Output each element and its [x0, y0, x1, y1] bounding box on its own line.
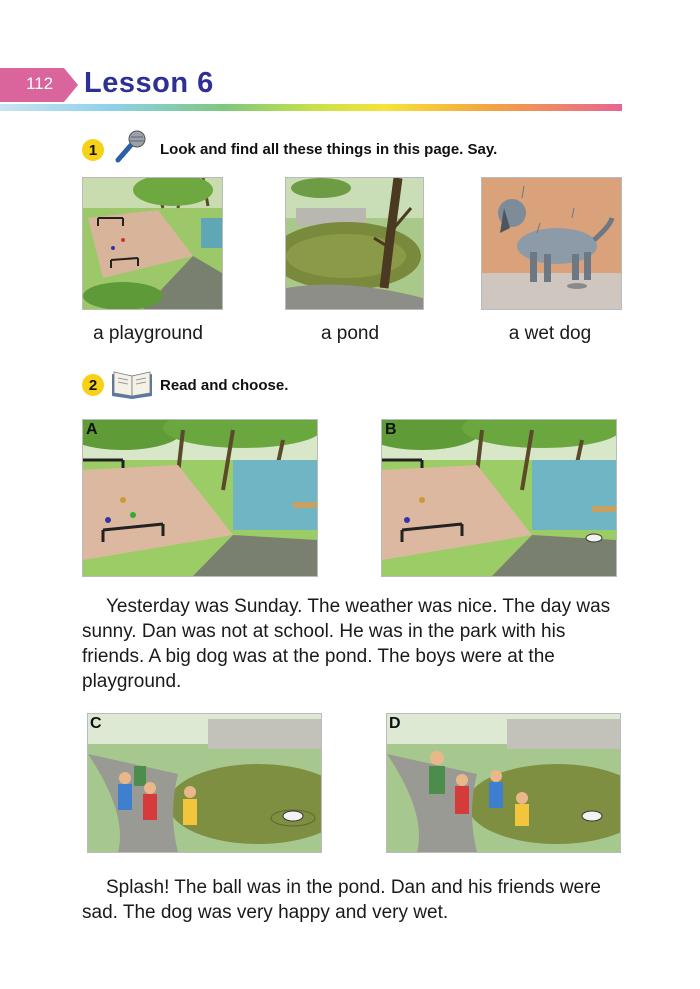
picture-a-letter: A: [86, 421, 98, 438]
wet-dog-picture: [481, 177, 622, 310]
pond-picture: [285, 177, 424, 310]
picture-d: [386, 713, 621, 853]
picture-b-letter: B: [385, 421, 397, 438]
picture-d-letter: D: [389, 715, 401, 732]
exercise-1-number: 1: [82, 139, 104, 161]
rainbow-divider: [0, 104, 622, 111]
microphone-icon: [110, 128, 150, 169]
exercise-2-instruction: Read and choose.: [160, 377, 289, 394]
page-number: 112: [26, 74, 54, 93]
exercise-2-number: 2: [82, 374, 104, 396]
book-icon: [110, 366, 154, 405]
story-paragraph-1: Yesterday was Sunday. The weather was nice. The day was sunny. Dan was not at school. He was in the park with his friends. A big dog was at the pond. The boys were at the playground.: [82, 596, 611, 692]
picture-c-letter: C: [90, 715, 102, 732]
playground-picture: [82, 177, 223, 310]
lesson-title: Lesson 6: [84, 67, 214, 99]
picture-a: [82, 419, 318, 577]
picture-c: [87, 713, 322, 853]
caption-wet-dog: a wet dog: [508, 323, 592, 344]
exercise-1-instruction: Look and find all these things in this page. Say.: [160, 141, 498, 158]
caption-pond: a pond: [320, 323, 380, 344]
picture-b: [381, 419, 617, 577]
caption-playground: a playground: [93, 323, 203, 344]
story-paragraph-2: Splash! The ball was in the pond. Dan and his friends were sad. The dog was very happy and very wet.: [82, 877, 602, 923]
